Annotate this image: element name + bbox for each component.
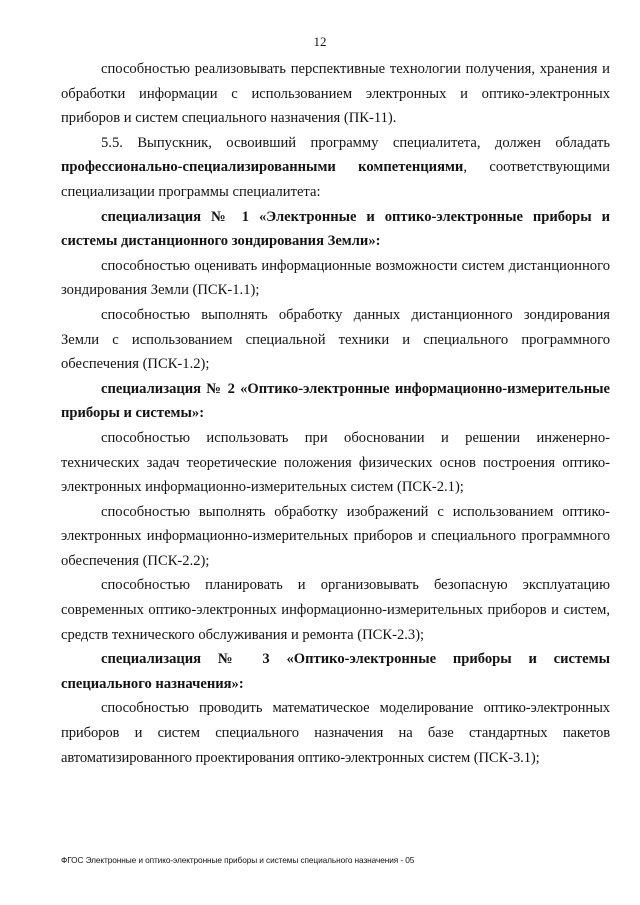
document-body bbox=[61, 57, 610, 770]
paragraph-5-5-intro: 5.5. Выпускник, освоивший программу специалитета, должен обладать bbox=[101, 134, 610, 151]
paragraph-5-5-tail: , соответствующими специализации программы специалитета: bbox=[61, 159, 610, 200]
page-footer: ФГОС Электронные и оптико-электронные приборы и системы специального назначения - 05 bbox=[61, 855, 415, 865]
paragraph-5-5-bold-term: профессионально-специализированными компетенциями bbox=[61, 159, 464, 176]
paragraph-5-5 bbox=[61, 131, 610, 205]
paragraph-psk-2-2: способностью выполнять обработку изображений с использованием оптико-электронных информационно-измерительных приборов и специального программного обеспечения (ПСК-2.2); bbox=[61, 503, 610, 569]
page-number: 12 bbox=[313, 34, 327, 49]
paragraph-psk-1-1: способностью оценивать информационные возможности систем дистанционного зондирования Земли (ПСК-1.1); bbox=[61, 257, 610, 299]
specialization-1-heading: специализация № 1 «Электронные и оптико-электронные приборы и системы дистанционного зондирования Земли»: bbox=[61, 208, 610, 250]
paragraph-pk-11: способностью реализовывать перспективные технологии получения, хранения и обработки информации с использованием электронных и оптико-электронных приборов и систем специального назначения (ПК-11). bbox=[61, 61, 610, 127]
paragraph-psk-3-1: способностью проводить математическое моделирование оптико-электронных приборов и систем специального назначения на базе стандартных пакетов автоматизированного проектирования оптико-электронных систем (ПСК-3.1); bbox=[61, 700, 610, 766]
paragraph-psk-1-2: способностью выполнять обработку данных дистанционного зондирования Земли с использованием специальной техники и специального программного обеспечения (ПСК-1.2); bbox=[61, 306, 610, 373]
specialization-2-heading: специализация № 2 «Оптико-электронные информационно-измерительные приборы и системы»: bbox=[61, 380, 610, 422]
paragraph-psk-2-1: способностью использовать при обосновании и решении инженерно-технических задач теоретические положения физических основ построения оптико-электронных информационно-измерительных систем (ПСК-2.1); bbox=[61, 429, 610, 496]
paragraph-psk-2-3: способностью планировать и организовывать безопасную эксплуатацию современных оптико-электронных информационно-измерительных приборов и систем, средств технического обслуживания и ремонта (ПСК-2.3); bbox=[61, 577, 610, 643]
specialization-3-heading: специализация № 3 «Оптико-электронные приборы и системы специального назначения»: bbox=[61, 651, 610, 692]
